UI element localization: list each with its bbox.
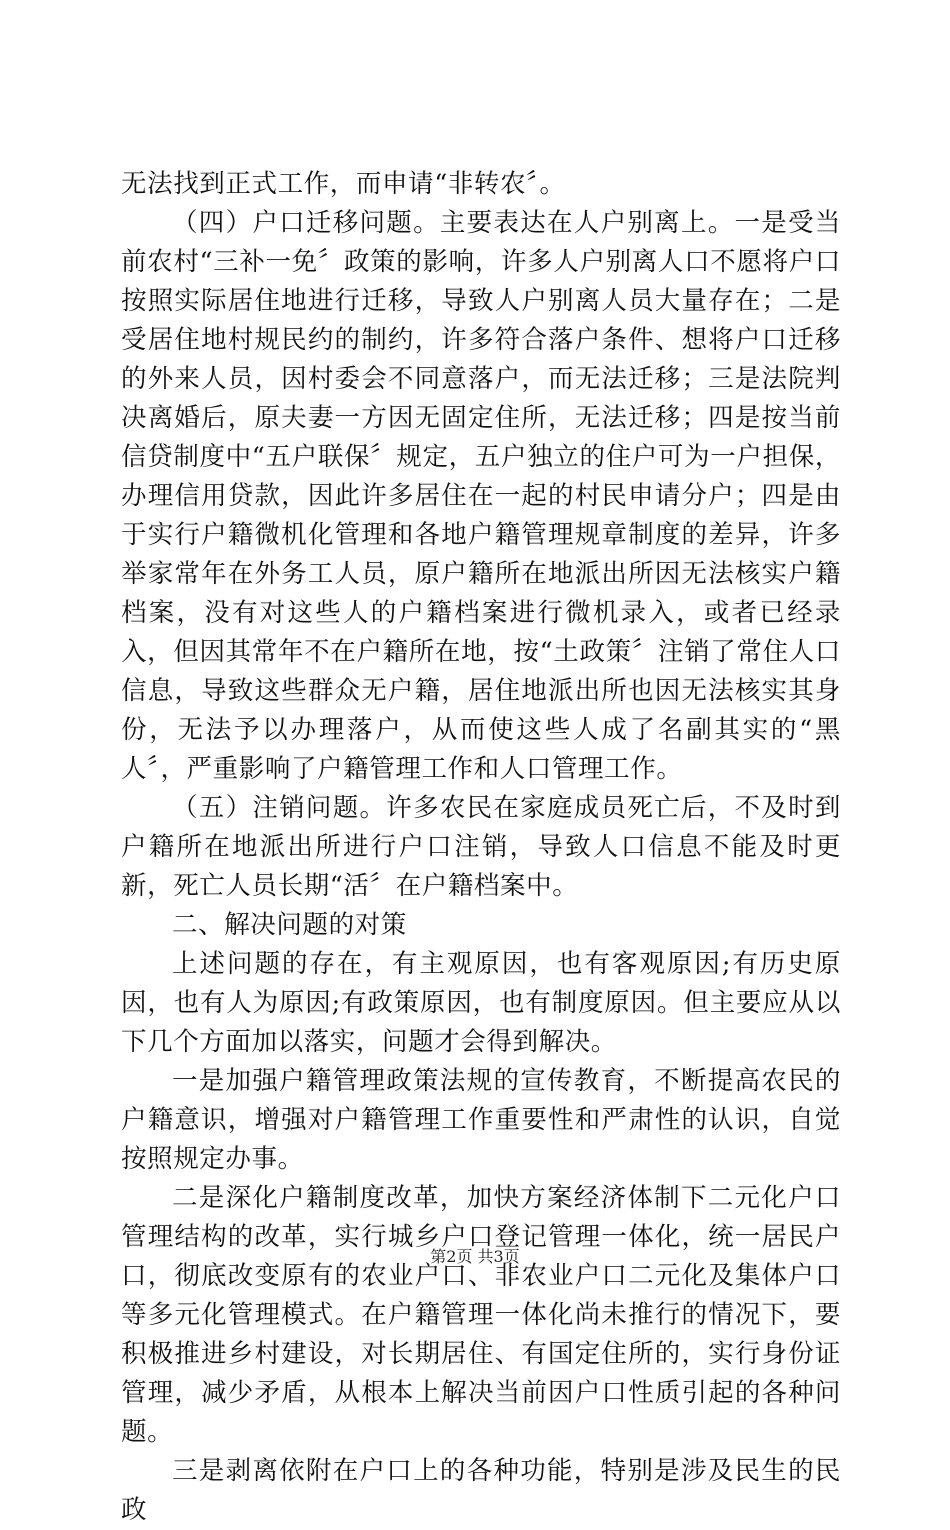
paragraph-household-migration: （四）户口迁移问题。主要表达在人户别离上。一是受当前农村“三补一免〞政策的影响，许多人户别离人口不愿将户口按照实际居住地进行迁移，导致人户别离人员大量存在；二是受居住地村规民约的制约，许多符合落户条件、想将户口迁移的外来人员，因村委会不同意落户，而无法迁移；三是法院判决离婚后，原夫妻一方因无固定住所，无法迁移；四是按当前信贷制度中“五户联保〞规定，五户独立的住户可为一户担保，办理信用贷款，因此许多居住在一起的村民申请分户；四是由于实行户籍微机化管理和各地户籍管理规章制度的差异，许多举家常年在外务工人员，原户籍所在地派出所因无法核实户籍档案，没有对这些人的户籍档案进行微机录入，或者已经录入，但因其常年不在户籍所在地，按“土政策〞注销了常住人口信息，导致这些群众无户籍，居住地派出所也因无法核实其身份，无法予以办理落户，从而使这些人成了名副其实的“黑人〞，严重影响了户籍管理工作和人口管理工作。 <box>121 208 841 784</box>
paragraph-continuation: 无法找到正式工作，而申请“非转农〞。 <box>121 169 566 199</box>
document-body <box>121 165 841 1530</box>
page-footer: 第2页 共3页 <box>430 1247 520 1266</box>
paragraph-cancellation: （五）注销问题。许多农民在家庭成员死亡后，不及时到户籍所在地派出所进行户口注销，导致人口信息不能及时更新，死亡人员长期“活〞在户籍档案中。 <box>121 793 841 901</box>
paragraph-causes: 上述问题的存在，有主观原因，也有客观原因;有历史原因，也有人为原因;有政策原因，也有制度原因。但主要应从以下几个方面加以落实，问题才会得到解决。 <box>121 949 841 1057</box>
paragraph-measure-three: 三是剥离依附在户口上的各种功能，特别是涉及民生的民政 <box>121 1456 841 1525</box>
paragraph-measure-one: 一是加强户籍管理政策法规的宣传教育，不断提高农民的户籍意识，增强对户籍管理工作重要性和严肃性的认识，自觉按照规定办事。 <box>121 1066 841 1174</box>
paragraph-measure-two: 二是深化户籍制度改革，加快方案经济体制下二元化户口管理结构的改革，实行城乡户口登记管理一体化，统一居民户口，彻底改变原有的农业户口、非农业户口二元化及集体户口等多元化管理模式。在户籍管理一体化尚未推行的情况下，要积极推进乡村建设，对长期居住、有国定住所的，实行身份证管理，减少矛盾，从根本上解决当前因户口性质引起的各种问题。 <box>121 1183 841 1447</box>
section-heading-solutions: 二、解决问题的对策 <box>172 910 407 940</box>
